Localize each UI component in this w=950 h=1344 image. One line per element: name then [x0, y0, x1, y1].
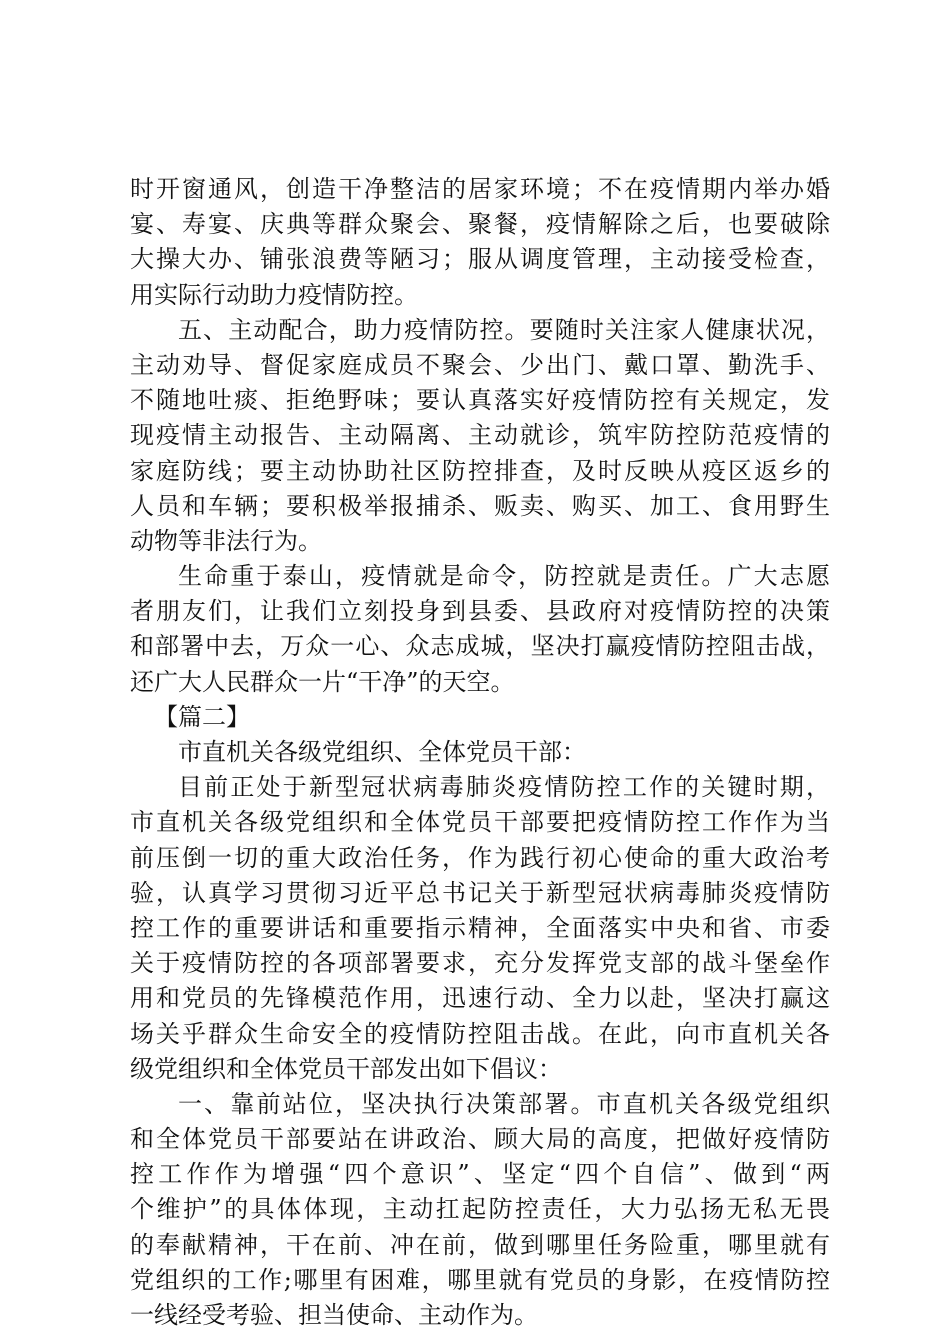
- body-line: 级党组织和全体党员干部发出如下倡议：: [130, 1054, 562, 1083]
- body-line: 市直机关各级党组织和全体党员干部要把疫情防控工作作为当: [130, 808, 830, 837]
- body-line: 用实际行动助力疫情防控。: [130, 280, 418, 309]
- body-line: 一线经受考验、担当使命、主动作为。: [130, 1301, 538, 1329]
- body-line: 的奉献精神，干在前、冲在前，做到哪里任务险重，哪里就有: [130, 1230, 830, 1259]
- body-line: 家庭防线；要主动协助社区防控排查，及时反映从疫区返乡的: [130, 456, 830, 485]
- body-line: 人员和车辆；要积极举报捕杀、贩卖、购买、加工、食用野生: [130, 491, 830, 520]
- document-page: [130, 172, 830, 1333]
- body-line: 不随地吐痰、拒绝野味；要认真落实好疫情防控有关规定，发: [130, 386, 830, 415]
- body-line: 控工作作为增强“四个意识”、坚定“四个自信”、做到“两: [130, 1160, 830, 1189]
- salutation-line: 市直机关各级党组织、全体党员干部：: [178, 738, 586, 766]
- section-heading: 【篇二】: [154, 702, 250, 731]
- body-line: 验，认真学习贯彻习近平总书记关于新型冠状病毒肺炎疫情防: [130, 878, 830, 907]
- paragraph-first-line: 五、主动配合，助力疫情防控。要随时关注家人健康状况，: [178, 315, 830, 344]
- body-line: 还广大人民群众一片“干净”的天空。: [130, 667, 515, 696]
- body-line: 和部署中去，万众一心、众志成城，坚决打赢疫情防控阻击战，: [130, 632, 830, 661]
- body-line: 和全体党员干部要站在讲政治、顾大局的高度，把做好疫情防: [130, 1125, 830, 1154]
- body-line: 场关乎群众生命安全的疫情防控阻击战。在此，向市直机关各: [130, 1019, 830, 1048]
- body-line: 关于疫情防控的各项部署要求，充分发挥党支部的战斗堡垒作: [130, 949, 830, 978]
- body-line: 时开窗通风，创造干净整洁的居家环境；不在疫情期内举办婚: [130, 175, 830, 203]
- body-line: 现疫情主动报告、主动隔离、主动就诊，筑牢防控防范疫情的: [130, 421, 830, 450]
- body-line: 党组织的工作;哪里有困难，哪里就有党员的身影，在疫情防控: [130, 1265, 830, 1294]
- body-line: 主动劝导、督促家庭成员不聚会、少出门、戴口罩、勤洗手、: [130, 350, 830, 379]
- body-line: 控工作的重要讲话和重要指示精神，全面落实中央和省、市委: [130, 913, 830, 942]
- body-line: 者朋友们，让我们立刻投身到县委、县政府对疫情防控的决策: [130, 597, 830, 626]
- paragraph-first-line: 目前正处于新型冠状病毒肺炎疫情防控工作的关键时期，: [178, 773, 830, 802]
- body-line: 用和党员的先锋模范作用，迅速行动、全力以赴，坚决打赢这: [130, 984, 830, 1013]
- paragraph-first-line: 一、靠前站位，坚决执行决策部署。市直机关各级党组织: [178, 1089, 830, 1118]
- body-line: 前压倒一切的重大政治任务，作为践行初心使命的重大政治考: [130, 843, 830, 872]
- body-line: 宴、寿宴、庆典等群众聚会、聚餐，疫情解除之后，也要破除: [130, 210, 830, 239]
- body-line: 个维护”的具体体现，主动扛起防控责任，大力弘扬无私无畏: [130, 1195, 830, 1224]
- paragraph-first-line: 生命重于泰山，疫情就是命令，防控就是责任。广大志愿: [178, 562, 830, 591]
- body-line: 大操大办、铺张浪费等陋习；服从调度管理，主动接受检查，: [130, 245, 830, 274]
- body-line: 动物等非法行为。: [130, 526, 322, 555]
